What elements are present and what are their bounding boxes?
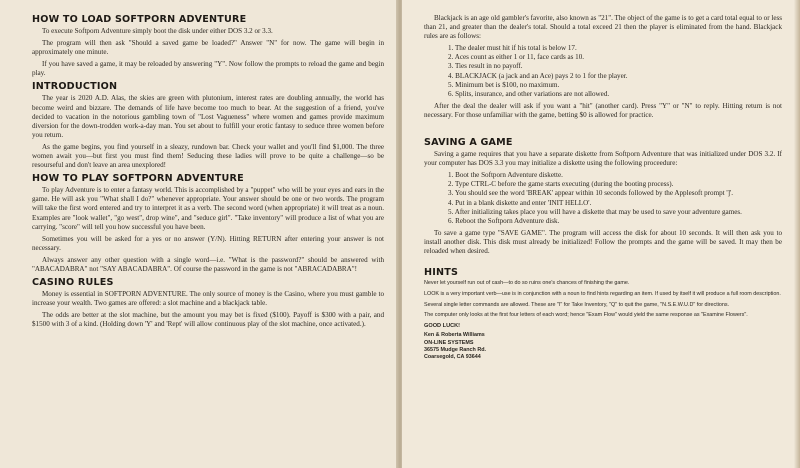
list-item: 6. Splits, insurance, and other variations are not allowed. xyxy=(448,89,610,98)
paragraph: Sometimes you will be asked for a yes or no answer (Y/N). Hitting RETURN after entering your answer is not necessary. xyxy=(32,234,384,252)
list-item: 1. The dealer must hit if his total is below 17. xyxy=(448,44,577,53)
section-casino-rules xyxy=(32,277,384,329)
paragraph: Money is essential in SOFTPORN ADVENTURE. The only source of money is the Casino, where you must gamble to increase your wealth. Two games are offered: a slot machine and a blackjack table. xyxy=(32,290,384,308)
paragraph: The program will then ask "Should a saved game be loaded?" Answer "N" for now. The game will begin in approximately one minute. xyxy=(32,39,384,57)
hint-text: Several single letter commands are allowed. These are "I" for Take Inventory, "Q" to quit the game, "N.S.E.W.U.D" for directions. xyxy=(424,301,730,308)
address-city: Coarsegold, CA 93644 xyxy=(424,354,481,361)
heading-hints: HINTS xyxy=(424,267,459,279)
list-item: 4. BLACKJACK (a jack and an Ace) pays 2 to 1 for the player. xyxy=(448,71,628,80)
heading-casino-rules: CASINO RULES xyxy=(32,277,114,289)
page-edge xyxy=(794,0,800,468)
list-item: 4. Put in a blank diskette and enter 'INIT HELLO'. xyxy=(448,198,592,207)
paragraph: Saving a game requires that you have a separate diskette from Softporn Adventure that was initialized under DOS 3.2. If your computer has DOS 3.3 you may initialize a diskette using the following proceedure: xyxy=(424,150,782,168)
paragraph: To execute Softporn Adventure simply boot the disk under either DOS 3.2 or 3.3. xyxy=(42,27,273,35)
heading-saving-a-game: SAVING A GAME xyxy=(424,137,513,149)
list-item: 3. Ties result in no payoff. xyxy=(448,62,523,71)
section-how-to-play xyxy=(32,173,384,274)
list-item: 3. You should see the word 'BREAK' appear within 10 seconds followed by the Applesoft prompt ']'. xyxy=(448,189,734,198)
paragraph: The odds are better at the slot machine, but the amount you may bet is fixed ($100). Payoff is $300 with a pair, and $1500 with 3 of a kind. (Holding down 'Y' and 'Rept' will allow continuous play of the slot machine, once activated.). xyxy=(32,311,384,329)
list-item: 2. Aces count as either 1 or 11, face cards as 10. xyxy=(448,53,585,62)
section-saving-a-game xyxy=(424,137,782,256)
good-luck: GOOD LUCK! xyxy=(424,323,461,330)
heading-how-to-play: HOW TO PLAY SOFTPORN ADVENTURE xyxy=(32,173,244,185)
paragraph: The year is 2020 A.D. Alas, the skies are green with plutonium, interest rates are doubling annually, the world has become weird and bizzare. The demands of life have become too much to bear. At the suggestion of a friend, you've decided to vacation in the notorious gambling town of "Lost Vagueness" where women and games provide maximum diversion for the down-trodden work-a-day man. You set about to fulfill your erotic fantasy to seduce three women before you return. xyxy=(32,94,384,139)
hint-text: LOOK is a very important verb—use is in conjunction with a noun to find hints regarding an item. If used by itself it will produce a full room description. xyxy=(424,290,781,297)
paragraph: To save a game type "SAVE GAME". The program will access the disk for about 10 seconds. It will then ask you to install another disk. This disk must already be initialized! Follow the prompts and the game will be saved. It may then be reloaded when desired. xyxy=(424,228,782,255)
list-item: 1. Boot the Softporn Adventure diskette. xyxy=(448,171,563,180)
hint-text: The computer only looks at the first four letters of each word; hence "Exam Flow" would yield the same response as "Examine Flowers". xyxy=(424,312,748,319)
list-item: 5. Minimum bet is $100, no maximum. xyxy=(448,80,560,89)
paragraph: Blackjack is an age old gambler's favorite, also known as "21". The object of the game is to get a card total equal to or less than 21, and greater than the dealer's total. Should a total exceed 21 then the player is eliminated from the hand. Blackjack rules are as follows: xyxy=(424,14,782,41)
paragraph: If you have saved a game, it may be reloaded by answering "Y". Now follow the prompts to reload the game and begin play. xyxy=(32,60,384,78)
section-introduction xyxy=(32,81,384,170)
paragraph: Always answer any other question with a single word—i.e. "What is the password?" should be answered with "ABACADABRA" not "SAY ABACADABRA". Of course the password in the game is not "ABRACADABRA"! xyxy=(32,255,384,273)
save-steps-list xyxy=(424,171,782,226)
heading-how-to-load: HOW TO LOAD SOFTPORN ADVENTURE xyxy=(32,14,247,25)
list-item: 6. Reboot the Softporn Adventure disk. xyxy=(448,216,560,225)
paragraph: To play Adventure is to enter a fantasy world. This is accomplished by a "puppet" who will be your eyes and ears in the game. He will ask you "What shall I do?" whenever appropriate. Your answer should be one or two words. The program will take the first word entered and try to interpret it as a verb. The second word (when appropriate) it will treat as a noun. Examples are "look wallet", "go west", drop wine", and "seduce girl". "Take inventory" will produce a list of what you are carrying. "score" will tell you how successful you have been. xyxy=(32,186,384,231)
right-page xyxy=(402,0,800,468)
paragraph: After the deal the dealer will ask if you want a "hit" (another card). Press "Y" or "N" to reply. Hitting return is not necessary. For those unfamiliar with the game, betting $0 is allowed for practice. xyxy=(424,101,782,119)
author-name: Ken & Roberta Williams xyxy=(424,332,485,339)
list-item: 5. After initializing takes place you will have a diskette that may be used to save your adventure games. xyxy=(448,207,742,216)
section-hints xyxy=(424,267,782,361)
blackjack-rules-list xyxy=(424,44,782,99)
heading-introduction: INTRODUCTION xyxy=(32,81,118,93)
section-blackjack xyxy=(424,14,782,120)
left-page xyxy=(0,0,398,468)
address-street: 36575 Mudge Ranch Rd. xyxy=(424,346,487,353)
paragraph: As the game begins, you find yourself in a sleazy, rundown bar. Check your wallet and you'll find $1,000. The three women await you—but first you must find them! Seducing these ladies will prove to be quite a challenge—so be resourseful and don't leave an area unexplored! xyxy=(32,142,384,170)
section-how-to-load xyxy=(32,14,384,78)
company-name: ON-LINE SYSTEMS xyxy=(424,339,474,346)
list-item: 2. Type CTRL-C before the game starts executing (during the booting process). xyxy=(448,180,674,189)
hint-text: Never let yourself run out of cash—to do so ruins one's chances of finishing the game. xyxy=(424,280,630,287)
